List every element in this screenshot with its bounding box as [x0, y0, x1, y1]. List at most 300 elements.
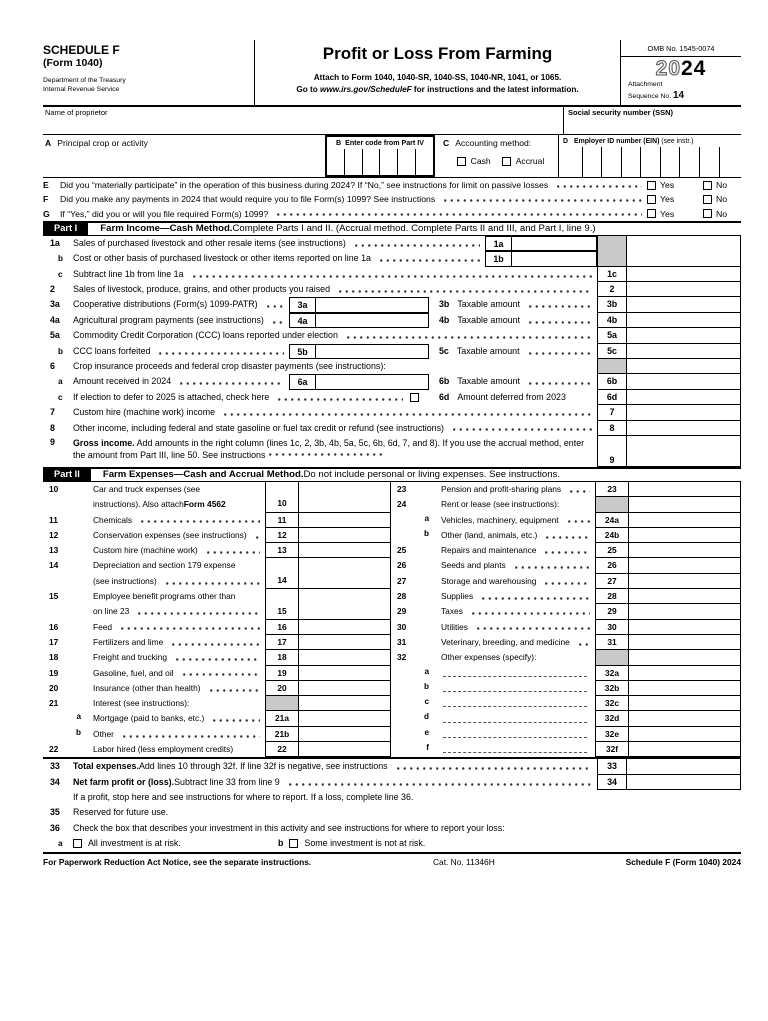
- row-1b: [43, 251, 741, 266]
- investment-instruction: Check the box that describes your investment in this activity and see instructions for where to report your loss:: [73, 822, 505, 833]
- amount-input-10[interactable]: [299, 482, 391, 513]
- e-yes-checkbox[interactable]: [647, 181, 656, 190]
- part4-code-boxes[interactable]: [325, 135, 435, 177]
- dot-leader: [117, 620, 260, 635]
- amount-input-5b[interactable]: [316, 345, 428, 358]
- line-text: [73, 775, 597, 790]
- some-investment-label: Some investment is not at risk.: [304, 838, 426, 849]
- line-code: 13: [265, 543, 299, 558]
- line-label: Seeds and plants: [441, 560, 506, 571]
- amount-input-4b[interactable]: [627, 313, 741, 328]
- line-num: 7: [50, 407, 55, 418]
- amount-input-2[interactable]: [627, 282, 741, 297]
- paperwork-notice: For Paperwork Reduction Act Notice, see the separate instructions.: [43, 856, 312, 867]
- line-num: 6: [50, 361, 55, 372]
- line-label: Other income, including federal and state gasoline or fuel tax credit or refund (see instructions): [73, 422, 444, 433]
- goto-pre: Go to: [296, 85, 321, 95]
- dot-leader: [566, 482, 590, 497]
- line-num: 25: [397, 545, 407, 556]
- row-32c: [391, 696, 741, 711]
- line-code: 34: [597, 775, 627, 790]
- row-35: [43, 805, 741, 820]
- letter-g: G: [43, 208, 50, 219]
- amount-input-31[interactable]: [629, 635, 741, 650]
- form-footer-id: Schedule F (Form 1040) 2024: [625, 856, 741, 867]
- dot-leader: [525, 313, 592, 328]
- box-code: 6a: [290, 375, 316, 388]
- line-num: c: [58, 392, 63, 402]
- line-text: [441, 666, 595, 681]
- row-5a: [43, 328, 741, 343]
- row-13: [43, 543, 391, 558]
- dot-leader: [162, 574, 260, 589]
- amount-input-7[interactable]: [627, 405, 741, 420]
- line-num: 5a: [50, 330, 60, 341]
- total-expenses-label: Total expenses.: [73, 761, 139, 772]
- dot-leader: [203, 543, 260, 558]
- amount-input-24b[interactable]: [629, 528, 741, 543]
- line-text: [441, 574, 595, 589]
- amount-input-20[interactable]: [299, 681, 391, 696]
- line-num: 2: [50, 284, 55, 295]
- dot-leader: [478, 589, 590, 604]
- shaded-cell: [265, 696, 299, 711]
- line-text: [93, 650, 265, 665]
- dot-leader: [119, 727, 260, 742]
- dot-leader: [209, 711, 260, 726]
- dot-leader: [252, 528, 260, 543]
- line-code: 12: [265, 528, 299, 543]
- ssn-field[interactable]: [563, 107, 741, 134]
- line-text: [441, 528, 595, 543]
- money-col: [597, 759, 741, 774]
- e-no-checkbox[interactable]: [703, 181, 712, 190]
- amount-input-17[interactable]: [299, 635, 391, 650]
- row-36: [43, 821, 741, 836]
- amount-input-6b[interactable]: [627, 374, 741, 389]
- amount-input-34[interactable]: [627, 775, 741, 790]
- line-label: Insurance (other than health): [93, 682, 201, 693]
- row-25: [391, 543, 741, 558]
- line-text: [73, 436, 597, 467]
- line-code: 8: [597, 421, 627, 436]
- row-32d: [391, 711, 741, 726]
- row-32: [391, 650, 741, 665]
- line-text: [441, 742, 595, 757]
- line-num: 12: [49, 529, 59, 540]
- amount-input-32c[interactable]: [629, 696, 741, 711]
- line-text: [441, 635, 595, 650]
- line-code: 24a: [595, 513, 629, 528]
- line-code: 21b: [265, 727, 299, 742]
- form-number: (Form 1040): [43, 57, 103, 69]
- row-10: [43, 482, 391, 513]
- line-label: Labor hired (less employment credits): [93, 744, 234, 755]
- line-text: [73, 328, 597, 343]
- schedule-f-page: [43, 40, 741, 872]
- not-at-risk-option: [278, 836, 425, 851]
- other-expense-desc-b[interactable]: [443, 691, 587, 692]
- yes-group: [647, 180, 703, 190]
- line-num-6d: 6d: [439, 391, 450, 402]
- row-17: [43, 635, 391, 650]
- row-24b: [391, 528, 741, 543]
- other-expense-desc-d[interactable]: [443, 722, 587, 723]
- row-21b: [43, 727, 391, 742]
- dot-leader: [393, 759, 592, 774]
- line-code: 6b: [597, 374, 627, 389]
- row-24: [391, 497, 741, 512]
- line-label-2: instructions). Also attach Form 4562: [93, 497, 265, 512]
- part1-title: Farm Income—Cash Method.: [100, 223, 233, 235]
- line-num: 17: [49, 636, 59, 647]
- question-f-row: [43, 192, 741, 206]
- part2-body: [43, 482, 741, 757]
- money-col: [597, 775, 741, 790]
- line-text: [441, 604, 595, 619]
- gross-income-label: Gross income.: [73, 437, 135, 448]
- amount-input-18[interactable]: [299, 650, 391, 665]
- entry-box-5b: [289, 344, 429, 359]
- dot-leader: [575, 635, 590, 650]
- amount-input-24a[interactable]: [629, 513, 741, 528]
- blank-cell: [299, 696, 391, 711]
- row-22: [43, 742, 391, 757]
- row-19: [43, 666, 391, 681]
- dept-line2: Internal Revenue Service: [43, 85, 120, 93]
- line-num: b: [423, 528, 429, 538]
- other-expense-desc-f[interactable]: [443, 752, 587, 753]
- line-text: [441, 727, 595, 742]
- amount-input-11[interactable]: [299, 513, 391, 528]
- part2-header: [43, 467, 741, 482]
- amount-input-32e[interactable]: [629, 727, 741, 742]
- question-e-text: Did you “materially participate” in the operation of this business during 2024? If “No,” see instructions for limit on passive losses: [60, 180, 549, 191]
- line-num: 8: [50, 422, 55, 433]
- taxable-amount-text: [429, 344, 597, 359]
- money-col: [597, 236, 741, 251]
- line-num: a: [58, 377, 63, 387]
- line-label: Amount received in 2024: [73, 376, 172, 387]
- other-expense-desc-a[interactable]: [443, 676, 587, 677]
- dot-leader: [263, 297, 284, 312]
- line-label: Supplies: [441, 591, 474, 602]
- line-num: 30: [397, 621, 407, 632]
- g-no-checkbox[interactable]: [703, 209, 712, 218]
- defer-election-checkbox[interactable]: [410, 393, 419, 402]
- letter-b: B: [336, 139, 342, 147]
- amount-input-14[interactable]: [299, 558, 391, 589]
- dot-leader: [274, 390, 403, 405]
- amount-input-21b[interactable]: [299, 727, 391, 742]
- part1-tag: Part I: [43, 222, 88, 235]
- letter-f: F: [43, 194, 49, 205]
- line-text: [93, 513, 265, 528]
- dot-leader: [220, 405, 592, 420]
- line-text: [93, 543, 265, 558]
- amount-input-32f[interactable]: [629, 742, 741, 757]
- line-text: [73, 374, 289, 389]
- dot-leader: [269, 313, 284, 328]
- dot-leader: [206, 681, 260, 696]
- line-text: [441, 589, 595, 604]
- line-code: 27: [595, 574, 629, 589]
- blank-cell: [627, 236, 741, 251]
- line-label: Feed: [93, 621, 113, 632]
- line-num: b: [58, 346, 64, 356]
- line-code: 9: [597, 436, 627, 467]
- amount-input-5a[interactable]: [627, 328, 741, 343]
- amount-input-1a[interactable]: [512, 237, 596, 250]
- tax-year: [621, 57, 741, 81]
- principal-crop-label: Principal crop or activity: [57, 138, 148, 148]
- dot-leader: [265, 449, 383, 458]
- shaded-cell: [597, 236, 627, 251]
- amount-input-4a[interactable]: [316, 314, 428, 327]
- line-code: 5c: [597, 344, 627, 359]
- row-21a: [43, 711, 391, 726]
- form-id-block: [43, 40, 255, 105]
- line-num: a: [58, 839, 63, 849]
- amount-input-22[interactable]: [299, 742, 391, 757]
- line-num: 29: [397, 606, 407, 617]
- line-text: [73, 390, 429, 405]
- f-no-checkbox[interactable]: [703, 195, 712, 204]
- line-num-3b: 3b: [439, 299, 450, 310]
- g-yes-checkbox[interactable]: [647, 209, 656, 218]
- line-text: [73, 405, 597, 420]
- line-label: Sales of livestock, produce, grains, and other products you raised: [73, 284, 331, 295]
- line-num: 31: [397, 636, 407, 647]
- line-code: 32b: [595, 681, 629, 696]
- line-text: [441, 650, 595, 665]
- row-32a: [391, 666, 741, 681]
- blank-cell: [627, 359, 741, 374]
- line-label: Cooperative distributions (Form(s) 1099-PATR): [73, 299, 258, 310]
- line-label: Add lines 10 through 32f. If line 32f is negative, see instructions: [138, 761, 388, 772]
- amount-input-12[interactable]: [299, 528, 391, 543]
- dot-leader: [134, 604, 260, 619]
- some-investment-checkbox[interactable]: [289, 839, 298, 848]
- line-text: [441, 681, 595, 696]
- line-label: Mortgage (paid to banks, etc.): [93, 713, 205, 724]
- line-label: Car and truck expenses (see: [93, 483, 201, 494]
- line-num: 13: [49, 545, 59, 556]
- line-code: 32d: [595, 711, 629, 726]
- line-text: [93, 635, 265, 650]
- amount-input-5c[interactable]: [627, 344, 741, 359]
- amount-input-29[interactable]: [629, 604, 741, 619]
- amount-input-1b[interactable]: [512, 252, 596, 265]
- dot-leader: [468, 604, 590, 619]
- line-label: Employee benefit programs other than: [93, 591, 236, 602]
- line-label: Repairs and maintenance: [441, 545, 537, 556]
- line-text: [73, 267, 597, 282]
- line-label: Vehicles, machinery, equipment: [441, 514, 559, 525]
- cash-checkbox[interactable]: [457, 157, 466, 166]
- line-num: 28: [397, 591, 407, 602]
- shaded-cell: [595, 650, 629, 665]
- line-code: 2: [597, 282, 627, 297]
- letter-d: D: [563, 138, 568, 145]
- question-g-row: [43, 207, 741, 221]
- part2-title: Farm Expenses—Cash and Accrual Method.: [102, 469, 304, 481]
- dot-leader: [525, 344, 592, 359]
- amount-input-16[interactable]: [299, 620, 391, 635]
- dot-leader: [176, 374, 284, 389]
- part2-title-rest: Do not include personal or living expenses. See instructions.: [303, 469, 560, 481]
- line-label: Custom hire (machine work) income: [73, 407, 216, 418]
- line-text: [93, 696, 265, 711]
- amount-input-3b[interactable]: [627, 297, 741, 312]
- line-code: 21a: [265, 711, 299, 726]
- attachment-label: Attachment: [628, 81, 663, 89]
- amount-input-23[interactable]: [629, 482, 741, 497]
- line-num: 4a: [50, 314, 60, 325]
- line-text: [73, 821, 741, 836]
- f-yes-checkbox[interactable]: [647, 195, 656, 204]
- line-label-2: on line 23: [93, 604, 265, 619]
- row-18: [43, 650, 391, 665]
- dot-leader: [351, 236, 480, 251]
- line-label: Taxable amount: [457, 314, 521, 325]
- row-1c: [43, 267, 741, 282]
- row-23: [391, 482, 741, 497]
- amount-input-3a[interactable]: [316, 298, 428, 311]
- part2-right-column: [391, 482, 741, 757]
- form-footer: [43, 852, 741, 872]
- yes-label: Yes: [660, 194, 675, 205]
- amount-input-32d[interactable]: [629, 711, 741, 726]
- line-label: Depreciation and section 179 expense: [93, 560, 236, 571]
- dot-leader: [179, 666, 260, 681]
- row-6: [43, 359, 741, 374]
- proprietor-name-field[interactable]: [43, 107, 563, 134]
- line-text: [73, 344, 289, 359]
- dot-leader: [376, 251, 480, 266]
- dot-leader: [137, 513, 260, 528]
- shaded-cell: [597, 359, 627, 374]
- totals-section: [43, 757, 741, 851]
- amount-input-32a[interactable]: [629, 666, 741, 681]
- line-num: 26: [397, 560, 407, 571]
- line-num: e: [424, 727, 429, 737]
- goto-instruction: [255, 84, 620, 96]
- ein-note: (see instr.): [661, 138, 694, 145]
- row-3a: [43, 297, 741, 312]
- reserved-label: Reserved for future use.: [73, 807, 169, 818]
- amount-input-30[interactable]: [629, 620, 741, 635]
- line-label: Commodity Credit Corporation (CCC) loans reported under election: [73, 330, 338, 341]
- line-code: 32e: [595, 727, 629, 742]
- amount-input-21a[interactable]: [299, 711, 391, 726]
- other-expense-desc-c[interactable]: [443, 706, 587, 707]
- amount-input-28[interactable]: [629, 589, 741, 604]
- no-group: [703, 180, 741, 190]
- line-label: Freight and trucking: [93, 652, 168, 663]
- line-text: [441, 543, 595, 558]
- row-1a: [43, 236, 741, 251]
- line-text: [93, 727, 265, 742]
- taxable-amount-text: [429, 297, 597, 312]
- amount-input-26[interactable]: [629, 558, 741, 573]
- line-code: 15: [265, 589, 299, 620]
- principal-crop-field[interactable]: [43, 135, 325, 177]
- line-label: Agricultural program payments (see instructions): [73, 314, 264, 325]
- blank-cell: [629, 497, 741, 512]
- line-text: [441, 513, 595, 528]
- amount-input-15[interactable]: [299, 589, 391, 620]
- dot-leader: [273, 207, 642, 221]
- money-col: [597, 267, 741, 282]
- line-num-4b: 4b: [439, 314, 450, 325]
- accrual-checkbox[interactable]: [502, 157, 511, 166]
- question-g-answer: [647, 209, 741, 219]
- amount-input-8[interactable]: [627, 421, 741, 436]
- catalog-number: Cat. No. 11346H: [433, 856, 495, 867]
- amount-input-1c[interactable]: [627, 267, 741, 282]
- line-num-6b: 6b: [439, 376, 450, 387]
- money-col: [597, 421, 741, 436]
- question-g-text: If “Yes,” did you or will you file required Form(s) 1099?: [60, 208, 269, 219]
- line-num: 34: [50, 776, 60, 787]
- code-box-label: [327, 137, 433, 147]
- row-34: [43, 775, 741, 790]
- line-code: 32f: [595, 742, 629, 757]
- money-col: [597, 297, 741, 312]
- line-label-2: (see instructions): [93, 574, 265, 589]
- line-num: 35: [50, 807, 60, 818]
- line-text: [73, 282, 597, 297]
- amount-input-27[interactable]: [629, 574, 741, 589]
- line-text: [73, 421, 597, 436]
- line-label: Interest (see instructions):: [93, 698, 190, 709]
- row-8: [43, 421, 741, 436]
- sequence-label: Sequence No.: [628, 92, 672, 100]
- ein-digit-cells[interactable]: [563, 147, 738, 177]
- line-text: [93, 482, 265, 513]
- entry-box-1a: [485, 236, 597, 251]
- line-text: [441, 711, 595, 726]
- amount-input-19[interactable]: [299, 666, 391, 681]
- row-21: [43, 696, 391, 711]
- part1-header: [43, 221, 741, 236]
- money-col: [597, 251, 741, 266]
- other-expense-desc-e[interactable]: [443, 737, 587, 738]
- attachment-seq: [621, 81, 741, 102]
- row-16: [43, 620, 391, 635]
- amount-input-6d[interactable]: [627, 390, 741, 405]
- amount-input-6a[interactable]: [316, 375, 428, 388]
- amount-input-25[interactable]: [629, 543, 741, 558]
- code-box-text: Enter code from Part IV: [345, 139, 424, 147]
- letter-e: E: [43, 180, 49, 191]
- amount-input-9[interactable]: [627, 436, 741, 467]
- line-label: Storage and warehousing: [441, 575, 537, 586]
- line-label: Other expenses (specify):: [441, 652, 537, 663]
- line-num: b: [75, 727, 81, 737]
- line-num: 14: [49, 560, 59, 571]
- sequence-number: 14: [672, 89, 685, 101]
- amount-input-13[interactable]: [299, 543, 391, 558]
- line-code: 18: [265, 650, 299, 665]
- all-investment-checkbox[interactable]: [73, 839, 82, 848]
- amount-input-32b[interactable]: [629, 681, 741, 696]
- line-num: a: [76, 712, 81, 722]
- amount-input-33[interactable]: [627, 759, 741, 774]
- line-code: 5a: [597, 328, 627, 343]
- code-digit-cells[interactable]: [327, 149, 433, 175]
